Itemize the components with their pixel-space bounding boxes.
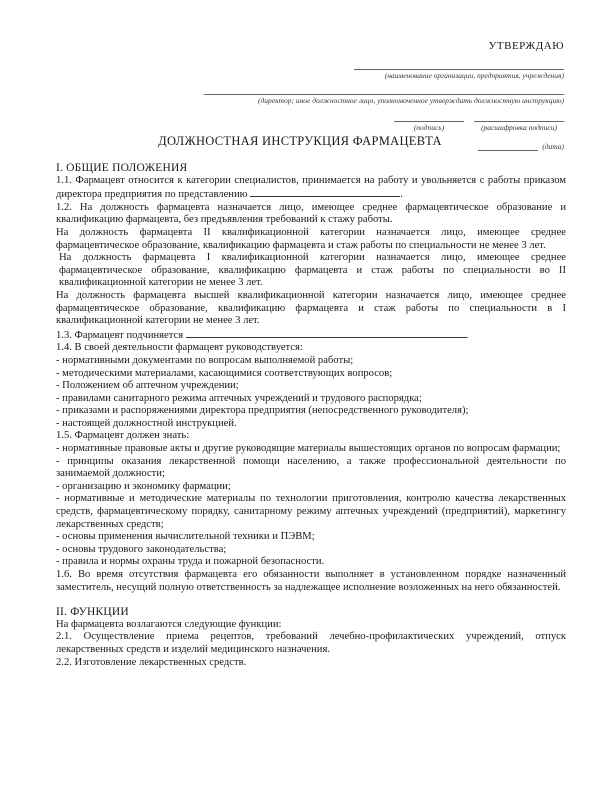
signature-col — [394, 111, 464, 132]
list-item: - методическими материалами, касающимися соответствующих вопросов; — [56, 367, 393, 379]
list-item: - Положением об аптечном учреждении; — [56, 380, 239, 392]
list-item: - основы применения вычислительной техники и ПЭВМ; — [56, 531, 315, 543]
clause-1-5: 1.5. Фармацевт должен знать: — [56, 430, 190, 442]
org-line — [354, 59, 564, 70]
signature-caption: (подпись) — [413, 123, 445, 133]
list-item: - правила и нормы охраны труда и пожарной безопасности. — [56, 556, 325, 568]
clause-category-2: На должность фармацевта II квалификационной категории назначается лицо, имеющее среднее фармацевтическое образование, квалификацию фармацевта и стаж работы по специальности не менее 3 лет. — [56, 226, 566, 251]
signature-row — [204, 111, 564, 132]
blank-line — [186, 328, 466, 338]
clause-1-3-text: 1.3. Фармацевт подчиняется — [56, 329, 184, 341]
list-1-5 — [56, 443, 566, 569]
clause-1-1-text: 1.1. Фармацевт относится к категории специалистов, принимается на работу и увольняется с работы приказом директора предприятия по представлению — [56, 174, 566, 201]
clause-1-6: 1.6. Во время отсутствия фармацевта его обязанности выполняет в установленном порядке назначенный заместитель, несущий полную ответственность за надлежащее исполнение возложенных на него обязанностей. — [56, 569, 566, 593]
section-1-heading: I. ОБЩИЕ ПОЛОЖЕНИЯ — [56, 162, 188, 174]
org-caption: (наименование организации, предприятия, учреждения) — [384, 71, 564, 81]
list-1-4 — [56, 355, 566, 431]
decoding-line — [474, 111, 564, 122]
list-item: - нормативными документами по вопросам выполняемой работы; — [56, 354, 354, 366]
list-item: - нормативные и методические материалы по технологии приготовления, контролю качества лекарственных средств, фармацевтическому порядку, санитарному режиму аптечных учреждений (предприятий), маркетингу лекарственных средств; — [56, 493, 566, 530]
clause-1-1: 1.1. Фармацевт относится к категории специалистов, принимается на работу и увольняется с работы приказом директора предприятия по представлению . — [56, 174, 566, 201]
clause-2-1: 2.1. Осуществление приема рецептов, требований лечебно-профилактических учреждений, отпуск лекарственных средств и изделий медицинского назначения. — [56, 631, 566, 655]
blank-line — [250, 187, 400, 197]
clause-1-2: 1.2. На должность фармацевта назначается лицо, имеющее среднее фармацевтическое образование и квалификацию фармацевта, без предъявления требований к стажу работы. — [56, 201, 566, 226]
list-item: - организацию и экономику фармации; — [56, 480, 231, 492]
clause-2-2: 2.2. Изготовление лекарственных средств. — [56, 656, 247, 668]
section-gap — [56, 594, 566, 606]
clause-1-4: 1.4. В своей деятельности фармацевт руководствуется: — [56, 342, 303, 354]
director-line — [204, 84, 564, 95]
list-item: - настоящей должностной инструкцией. — [56, 417, 237, 429]
signature-line — [394, 111, 464, 122]
list-item: - основы трудового законодательства; — [56, 543, 227, 555]
decoding-caption: (расшифровка подписи) — [480, 123, 558, 133]
document-body — [56, 162, 566, 669]
section-2-heading: II. ФУНКЦИИ — [56, 606, 129, 619]
list-item: - принципы оказания лекарственной помощи населению, а также профессиональной деятельности по занимаемой должности; — [56, 455, 566, 480]
director-caption: (директор; иное должностное лицо, уполномоченное утверждать должностную инструкцию) — [258, 96, 564, 106]
section-2-intro: На фармацевта возлагаются следующие функции: — [56, 618, 282, 630]
clause-category-1: На должность фармацевта I квалификационной категории назначается лицо, имеющее среднее фармацевтическое образование, квалификацию фармацевта и стаж работы по специальности во II квалификационной категории не менее 3 лет. — [59, 252, 566, 289]
clause-1-3: 1.3. Фармацевт подчиняется . — [56, 329, 469, 341]
document-title: ДОЛЖНОСТНАЯ ИНСТРУКЦИЯ ФАРМАЦЕВТА — [158, 134, 442, 148]
list-item: - приказами и распоряжениями директора предприятия (непосредственного руководителя); — [56, 405, 469, 417]
date-caption: (дата) — [542, 142, 564, 152]
clause-category-high: На должность фармацевта высшей квалификационной категории назначается лицо, имеющее среднее фармацевтическое образование, квалификацию фармацевта и стаж работы по специальности в I квалификационной категории не менее 3 лет. — [56, 289, 566, 327]
decoding-col — [474, 111, 564, 132]
list-item: - правилами санитарного режима аптечных учреждений и трудового распорядка; — [56, 392, 422, 404]
list-item: - нормативные правовые акты и другие руководящие материалы вышестоящих органов по вопросам фармации; — [56, 443, 561, 455]
approval-title: УТВЕРЖДАЮ — [488, 40, 564, 52]
